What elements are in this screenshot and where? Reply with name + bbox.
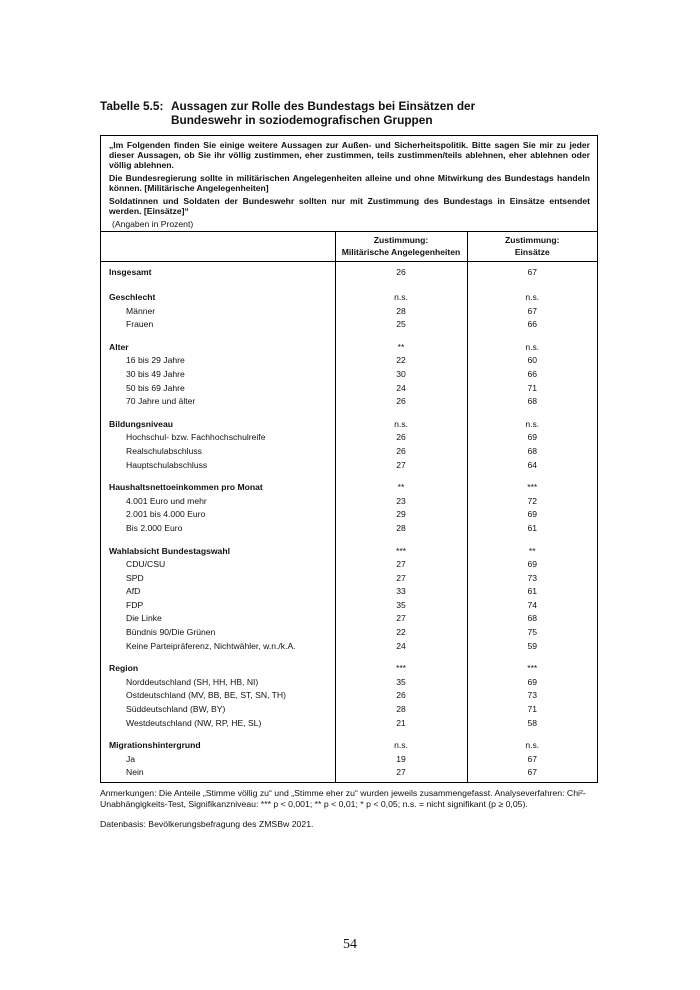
table-row: Westdeutschland (NW, RP, HE, SL) 21 58 xyxy=(101,717,597,731)
table-row: Bildungsniveau n.s. n.s. xyxy=(101,418,597,432)
table-row: Geschlecht n.s. n.s. xyxy=(101,291,597,305)
spacer-row xyxy=(101,653,597,662)
table-row: Insgesamt 26 67 xyxy=(101,262,597,283)
unit-note: (Angaben in Prozent) xyxy=(112,219,194,229)
table-row: Ja 19 67 xyxy=(101,753,597,767)
table-row: Nein 27 67 xyxy=(101,766,597,782)
table-row: Realschulabschluss 26 68 xyxy=(101,445,597,459)
table-row: Migrationshintergrund n.s. n.s. xyxy=(101,739,597,753)
table-row: Hochschul- bzw. Fachhochschulreife 26 69 xyxy=(101,431,597,445)
header-blank xyxy=(101,232,335,262)
table-row: Bündnis 90/Die Grünen 22 75 xyxy=(101,626,597,640)
spacer-row xyxy=(101,730,597,739)
table-number: Tabelle 5.5: xyxy=(100,99,164,113)
table-row: Bis 2.000 Euro 28 61 xyxy=(101,522,597,536)
table-row: Süddeutschland (BW, BY) 28 71 xyxy=(101,703,597,717)
table-row: 30 bis 49 Jahre 30 66 xyxy=(101,368,597,382)
spacer-row xyxy=(101,536,597,545)
table-row: AfD 33 61 xyxy=(101,585,597,599)
table-notes xyxy=(100,788,600,830)
table-row: 50 bis 69 Jahre 24 71 xyxy=(101,382,597,396)
table-row: Hauptschulabschluss 27 64 xyxy=(101,459,597,473)
table-box xyxy=(100,135,598,783)
table-row: 2.001 bis 4.000 Euro 29 69 xyxy=(101,508,597,522)
table-row: FDP 35 74 xyxy=(101,599,597,613)
question-intro: „Im Folgenden finden Sie einige weitere Aussagen zur Außen- und Sicherheitspolitik. Bitte sagen Sie mir zu jeder dieser Aussagen, ob Sie ihr völlig zustimmen, eher zustimmen, teils zustimmen/teils ablehnen, eher ablehnen oder völlig ablehnen. xyxy=(109,140,590,170)
statement-deployments: Soldatinnen und Soldaten der Bundeswehr sollten nur mit Zustimmung des Bundestags in Einsätze entsendet werden. [Einsätze]“ xyxy=(109,196,590,216)
results-table xyxy=(101,231,597,782)
page-number: 54 xyxy=(343,937,357,952)
table-row: 4.001 Euro und mehr 23 72 xyxy=(101,495,597,509)
spacer-row xyxy=(101,332,597,341)
table-row: SPD 27 73 xyxy=(101,572,597,586)
annotations-note: Anmerkungen: Die Anteile „Stimme völlig zu“ und „Stimme eher zu“ wurden jeweils zusammengefasst. Analyseverfahren: Chi²-Unabhängigkeits-Test, Signifikanzniveau: *** p < 0,001; ** p < 0,01; * p < 0,05; n.s. = nicht signifikant (p ≥ 0,05). xyxy=(100,788,586,809)
statement-military: Die Bundesregierung sollte in militärischen Angelegenheiten alleine und ohne Mitwirkung des Bundestags handeln können. [Militärische Angelegenheiten] xyxy=(109,173,590,193)
table-row: Männer 28 67 xyxy=(101,305,597,319)
table-row: Alter ** n.s. xyxy=(101,341,597,355)
spacer-row xyxy=(101,472,597,481)
table-row: 16 bis 29 Jahre 22 60 xyxy=(101,354,597,368)
spacer-row xyxy=(101,409,597,418)
header-military: Zustimmung: Militärische Angelegenheiten xyxy=(335,232,467,262)
table-row: Norddeutschland (SH, HH, HB, NI) 35 69 xyxy=(101,676,597,690)
table-row: Die Linke 27 68 xyxy=(101,612,597,626)
table-row: 70 Jahre und älter 26 68 xyxy=(101,395,597,409)
table-row: Haushaltsnettoeinkommen pro Monat ** *** xyxy=(101,481,597,495)
table-title-line1: Aussagen zur Rolle des Bundestags bei Einsätzen der xyxy=(171,99,476,113)
header-deployments: Zustimmung: Einsätze xyxy=(467,232,597,262)
table-row: Frauen 25 66 xyxy=(101,318,597,332)
question-text xyxy=(101,136,597,231)
table-header-row xyxy=(101,232,597,262)
data-source-note: Datenbasis: Bevölkerungsbefragung des ZMSBw 2021. xyxy=(100,819,314,829)
table-row: Region *** *** xyxy=(101,662,597,676)
table-row: Keine Parteipräferenz, Nichtwähler, w.n./k.A. 24 59 xyxy=(101,640,597,654)
spacer-row xyxy=(101,282,597,291)
table-row: Ostdeutschland (MV, BB, BE, ST, SN, TH) 26 73 xyxy=(101,689,597,703)
table-row: Wahlabsicht Bundestagswahl *** ** xyxy=(101,545,597,559)
table-title xyxy=(100,99,475,127)
table-title-line2: Bundeswehr in soziodemografischen Gruppen xyxy=(171,113,433,127)
table-row: CDU/CSU 27 69 xyxy=(101,558,597,572)
